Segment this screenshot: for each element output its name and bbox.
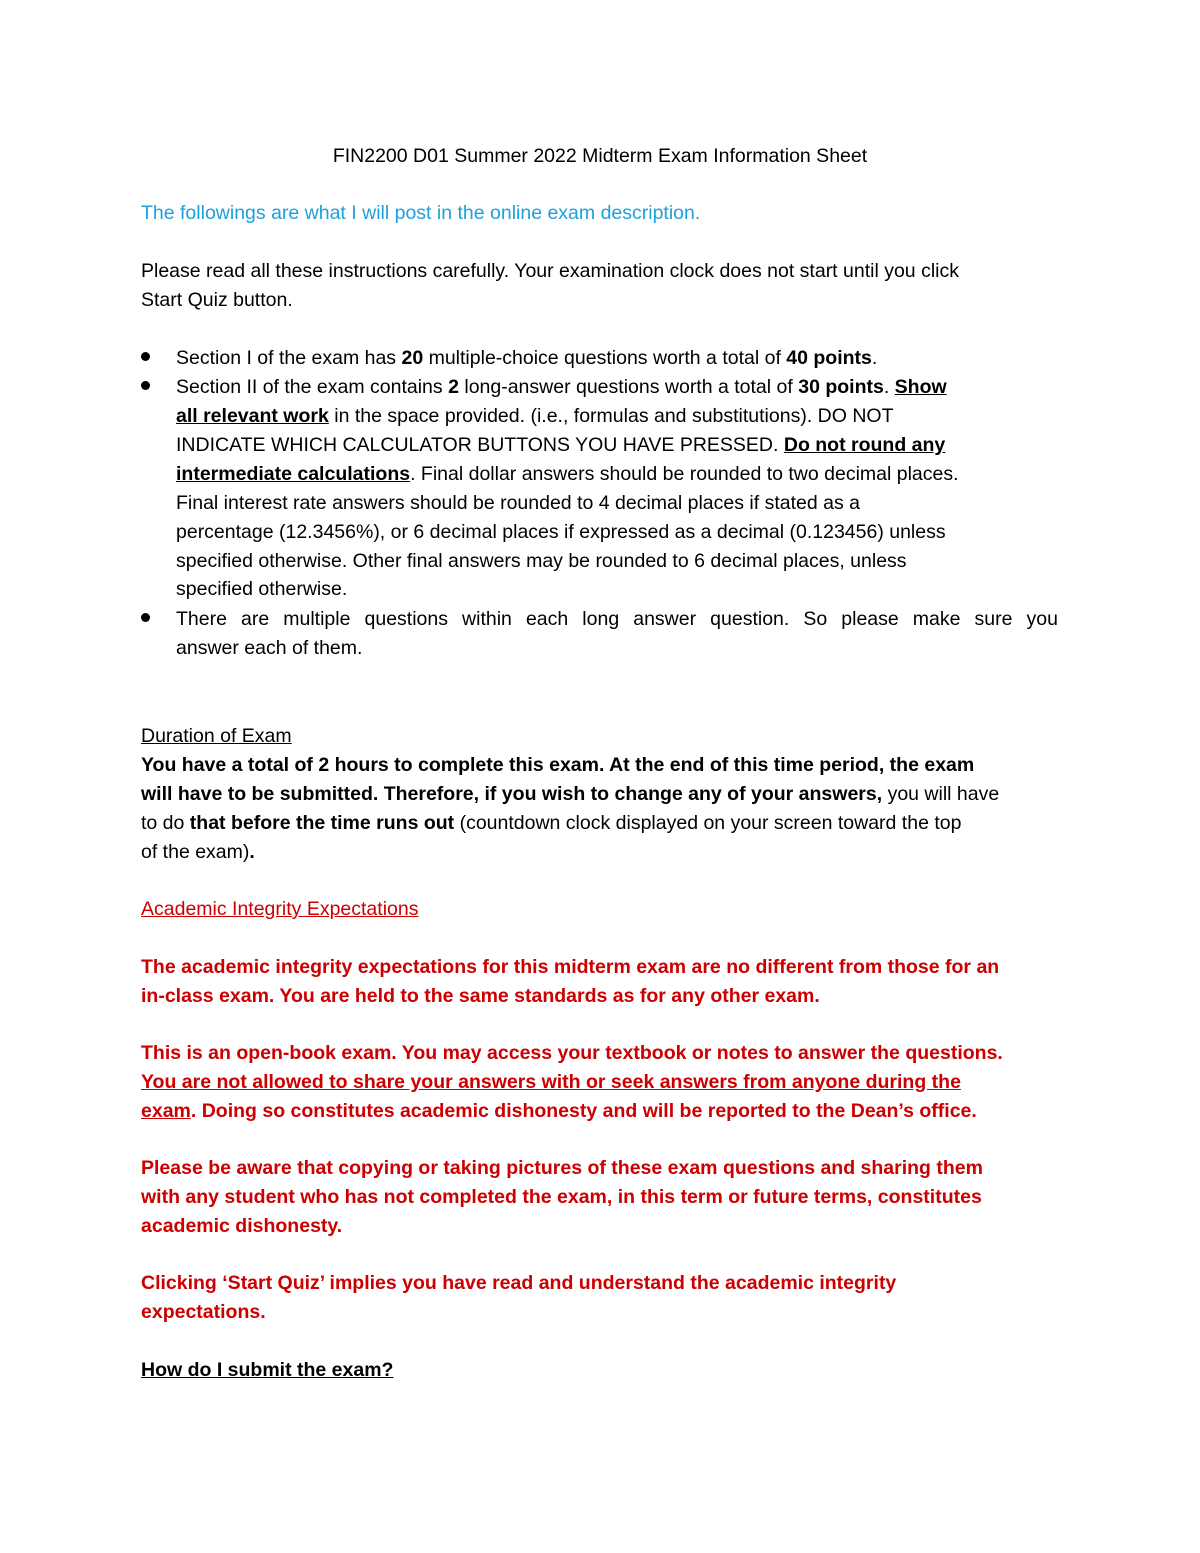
bullet-section-2-line-2: all relevant work in the space provided. (i.e., formulas and substitutions). DO NOT	[176, 405, 894, 427]
integrity-p3-line-2: with any student who has not completed the exam, in this term or future terms, constitutes	[141, 1186, 982, 1208]
duration-line-3: to do that before the time runs out (countdown clock displayed on your screen toward the top	[141, 812, 962, 834]
integrity-p3-line-3: academic dishonesty.	[141, 1215, 343, 1237]
bullet-section-2-line-1: Section II of the exam contains 2 long-answer questions worth a total of 30 points. Show	[176, 376, 947, 398]
integrity-p1-line-2: in-class exam. You are held to the same standards as for any other exam.	[141, 985, 820, 1007]
integrity-p4-line-2: expectations.	[141, 1301, 266, 1323]
bullet-section-2-line-6: percentage (12.3456%), or 6 decimal places if expressed as a decimal (0.123456) unless	[176, 521, 946, 543]
online-description-note: The followings are what I will post in the online exam description.	[141, 202, 701, 224]
bullet-section-2-line-5: Final interest rate answers should be rounded to 4 decimal places if stated as a	[176, 492, 860, 514]
duration-line-2: will have to be submitted. Therefore, if you wish to change any of your answers, you will have	[141, 783, 1000, 805]
integrity-p2-line-3: exam. Doing so constitutes academic dishonesty and will be reported to the Dean’s office.	[141, 1100, 977, 1122]
integrity-p4-line-1: Clicking ‘Start Quiz’ implies you have read and understand the academic integrity	[141, 1272, 897, 1294]
bullet-section-2-line-4: intermediate calculations. Final dollar answers should be rounded to two decimal places.	[176, 463, 959, 485]
bullet-section-2-line-7: specified otherwise. Other final answers may be rounded to 6 decimal places, unless	[176, 550, 907, 572]
bullet-section-3-line-1: There are multiple questions within each long answer question. So please make sure you	[176, 608, 1058, 630]
integrity-p2-line-1: This is an open-book exam. You may access your textbook or notes to answer the questions.	[141, 1042, 1003, 1064]
duration-line-1: You have a total of 2 hours to complete this exam. At the end of this time period, the exam	[141, 754, 975, 776]
integrity-p1-line-1: The academic integrity expectations for this midterm exam are no different from those for an	[141, 956, 1000, 978]
bullet-icon	[141, 613, 150, 622]
integrity-heading: Academic Integrity Expectations	[141, 898, 419, 920]
integrity-p3-line-1: Please be aware that copying or taking pictures of these exam questions and sharing them	[141, 1157, 983, 1179]
bullet-section-2-line-8: specified otherwise.	[176, 578, 348, 600]
bullet-section-1: Section I of the exam has 20 multiple-choice questions worth a total of 40 points.	[176, 347, 878, 369]
submit-heading: How do I submit the exam?	[141, 1359, 394, 1381]
bullet-section-3-line-2: answer each of them.	[176, 637, 363, 659]
integrity-p2-line-2: You are not allowed to share your answers with or seek answers from anyone during the	[141, 1071, 961, 1093]
duration-heading: Duration of Exam	[141, 725, 292, 747]
bullet-section-2-line-3: INDICATE WHICH CALCULATOR BUTTONS YOU HAVE PRESSED. Do not round any	[176, 434, 946, 456]
bullet-icon	[141, 352, 150, 361]
page-title: FIN2200 D01 Summer 2022 Midterm Exam Information Sheet	[332, 145, 868, 167]
instructions-line-2: Start Quiz button.	[141, 289, 293, 311]
bullet-icon	[141, 381, 150, 390]
instructions-line-1: Please read all these instructions carefully. Your examination clock does not start until you click	[141, 260, 959, 282]
duration-line-4: of the exam).	[141, 841, 255, 863]
